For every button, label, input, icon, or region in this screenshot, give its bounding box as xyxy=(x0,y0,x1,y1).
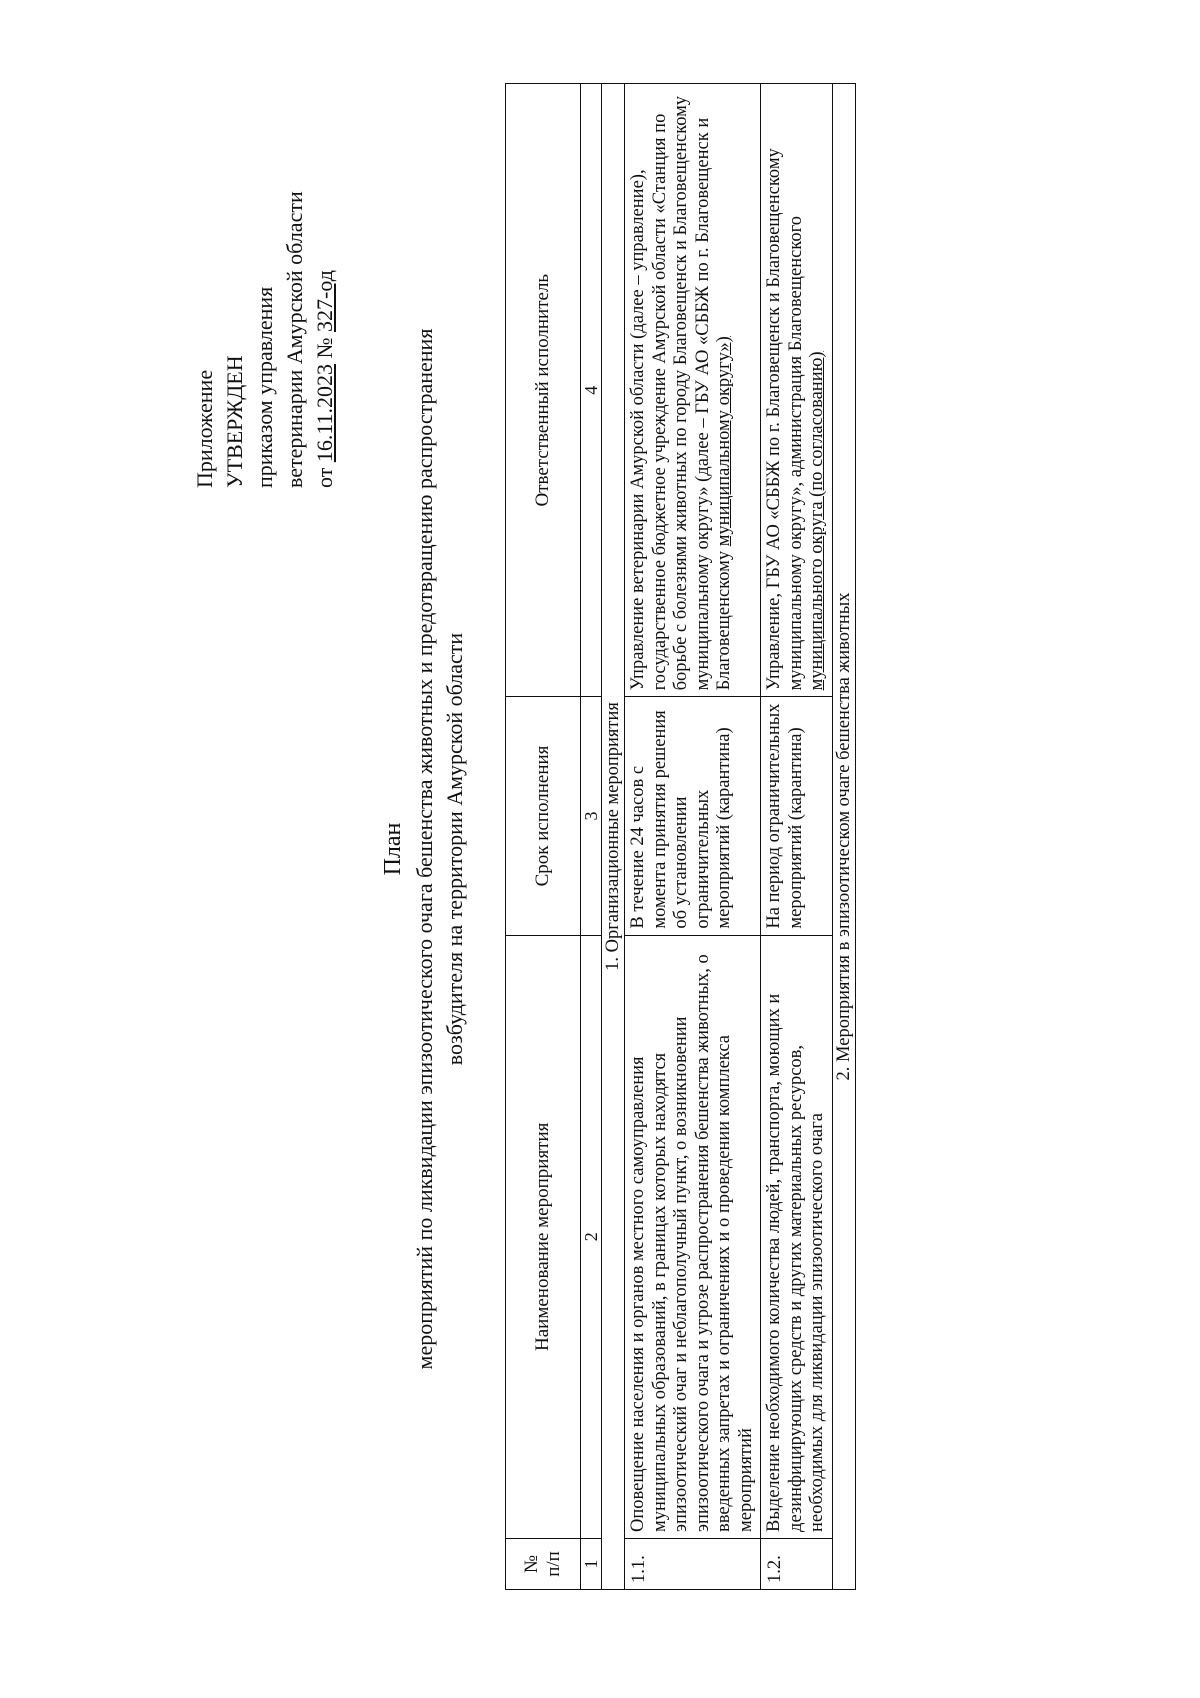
plan-table xyxy=(505,83,856,1590)
executor-underlined-text: муниципального округа (по согласованию) xyxy=(807,351,827,691)
table-row xyxy=(625,84,761,1590)
section-row xyxy=(832,84,855,1590)
row-term: В течение 24 часов с момента принятия решения об установлении ограничительных мероприятий (карантина) xyxy=(625,697,761,935)
date-prefix: от xyxy=(312,467,337,488)
approval-authority: ветеринарии Амурской области xyxy=(282,191,307,488)
appendix-label: Приложение xyxy=(192,369,217,488)
row-term: На период ограничительных мероприятий (карантина) xyxy=(761,697,833,935)
section-1-title: 1. Организационные мероприятия xyxy=(602,84,625,1590)
column-number-3: 3 xyxy=(581,697,602,935)
header-executor: Ответственный исполнитель xyxy=(506,84,581,697)
row-executor xyxy=(625,84,761,697)
header-name: Наименование мероприятия xyxy=(506,935,581,1538)
title-line-2: мероприятий по ликвидации эпизоотического очага бешенства животных и предотвращению распространения xyxy=(412,328,437,1370)
executor-text: Управление, ГБУ АО «СББЖ по г. Благовещенск и Благовещенскому муниципальному округу», администрация Благовещенского xyxy=(764,148,806,691)
approval-date: 16.11.2023 xyxy=(312,363,337,463)
approval-block xyxy=(190,58,340,488)
number-sign: № xyxy=(312,337,337,359)
row-number: 1.2. xyxy=(761,1538,833,1589)
column-numbers-row xyxy=(581,84,602,1590)
header-term: Срок исполнения xyxy=(506,697,581,935)
column-number-2: 2 xyxy=(581,935,602,1538)
section-2-title: 2. Мероприятия в эпизоотическом очаге бешенства животных xyxy=(832,84,855,1590)
section-row xyxy=(602,84,625,1590)
column-number-1: 1 xyxy=(581,1538,602,1589)
table-row xyxy=(761,84,833,1590)
executor-text: Управление ветеринарии Амурской области (далее – управление), государственное бюджетное учреждение Амурской области «Станция по борьбе с болезнями животных по городу Благовещенск и Благовещенскому муниципальному округу» (далее – ГБУ АО «СББЖ по г. Благовещенск и Благовещенскому xyxy=(628,95,734,691)
row-number: 1.1. xyxy=(625,1538,761,1589)
approval-number: 327-од xyxy=(312,270,337,332)
title-line-3: возбудителя на территории Амурской области xyxy=(442,632,467,1066)
title-plan: План xyxy=(380,822,406,876)
header-number: № п/п xyxy=(506,1538,581,1589)
column-number-4: 4 xyxy=(581,84,602,697)
row-activity: Выделение необходимого количества людей, транспорта, моющих и дезинфицирующих средств и других материальных ресурсов, необходимых для ликвидации эпизоотического очага xyxy=(761,935,833,1538)
row-executor xyxy=(761,84,833,697)
table-header-row xyxy=(506,84,581,1590)
executor-underlined-text: муниципальному округу») xyxy=(714,336,734,547)
row-activity: Оповещение населения и органов местного самоуправления муниципальных образований, в границах которых находятся эпизоотический очаг и неблагополучный пункт, о возникновении эпизоотического очага и угрозе распространения бешенства животных, о введенных запретах и ограничениях и о проведении комплекса мероприятий xyxy=(625,935,761,1538)
approved-label: УТВЕРЖДЕН xyxy=(222,355,247,488)
approval-date-line xyxy=(310,58,340,488)
document-title xyxy=(378,0,470,1698)
approval-order-label: приказом управления xyxy=(252,286,277,488)
